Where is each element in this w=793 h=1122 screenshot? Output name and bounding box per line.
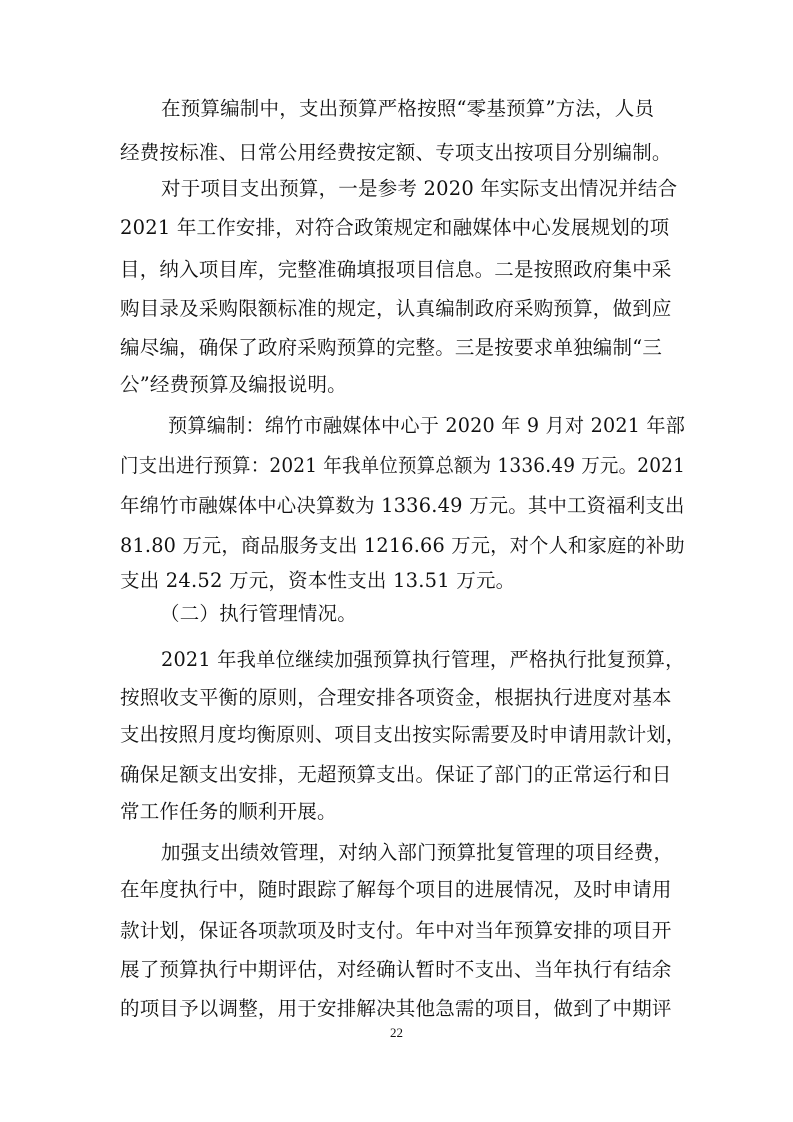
text-line: 支出 24.52 万元，资本性支出 13.51 万元。 bbox=[120, 569, 516, 592]
text-line: 常工作任务的顺利开展。 bbox=[120, 800, 337, 823]
text-line: 在年度执行中，随时跟踪了解每个项目的进展情况，及时申请用 bbox=[120, 878, 672, 901]
text-line: 确保足额支出安排，无超预算支出。保证了部门的正常运行和日 bbox=[120, 763, 672, 786]
text-line: 预算编制：绵竹市融媒体中心于 2020 年 9 月对 2021 年部 bbox=[168, 414, 686, 437]
text-line: 展了预算执行中期评估，对经确认暂时不支出、当年执行有结余 bbox=[120, 958, 672, 981]
page-number: 22 bbox=[390, 1025, 403, 1040]
text-line: 按照收支平衡的原则，合理安排各项资金，根据执行进度对基本 bbox=[120, 686, 672, 709]
text-line: 经费按标准、日常公用经费按定额、专项支出按项目分别编制。 bbox=[120, 141, 672, 164]
text-line: 2021 年工作安排，对符合政策规定和融媒体中心发展规划的项 bbox=[120, 216, 670, 239]
text-line: 对于项目支出预算，一是参考 2020 年实际支出情况并结合 bbox=[161, 177, 678, 200]
text-line: 门支出进行预算：2021 年我单位预算总额为 1336.49 万元。2021 bbox=[120, 454, 686, 477]
text-line: 购目录及采购限额标准的规定，认真编制政府采购预算，做到应 bbox=[120, 297, 672, 320]
text-line: 目，纳入项目库，完整准确填报项目信息。二是按照政府集中采 bbox=[120, 258, 672, 281]
text-line: 在预算编制中，支出预算严格按照“零基预算”方法，人员 bbox=[161, 97, 655, 120]
text-line: 81.80 万元，商品服务支出 1216.66 万元，对个人和家庭的补助 bbox=[120, 534, 685, 557]
text-line: 加强支出绩效管理，对纳入部门预算批复管理的项目经费， bbox=[161, 841, 674, 864]
section-heading: （二）执行管理情况。 bbox=[160, 602, 358, 625]
text-line: 支出按照月度均衡原则、项目支出按实际需要及时申请用款计划， bbox=[120, 723, 686, 746]
text-line: 2021 年我单位继续加强预算执行管理，严格执行批复预算， bbox=[161, 648, 685, 671]
text-line: 年绵竹市融媒体中心决算数为 1336.49 万元。其中工资福利支出 bbox=[120, 494, 685, 517]
text-line: 款计划，保证各项款项及时支付。年中对当年预算安排的项目开 bbox=[120, 919, 672, 942]
text-line: 的项目予以调整，用于安排解决其他急需的项目，做到了中期评 bbox=[120, 997, 672, 1020]
text-line: 公”经费预算及编报说明。 bbox=[120, 373, 347, 396]
text-line: 编尽编，确保了政府采购预算的完整。三是按要求单独编制“三 bbox=[120, 336, 663, 359]
